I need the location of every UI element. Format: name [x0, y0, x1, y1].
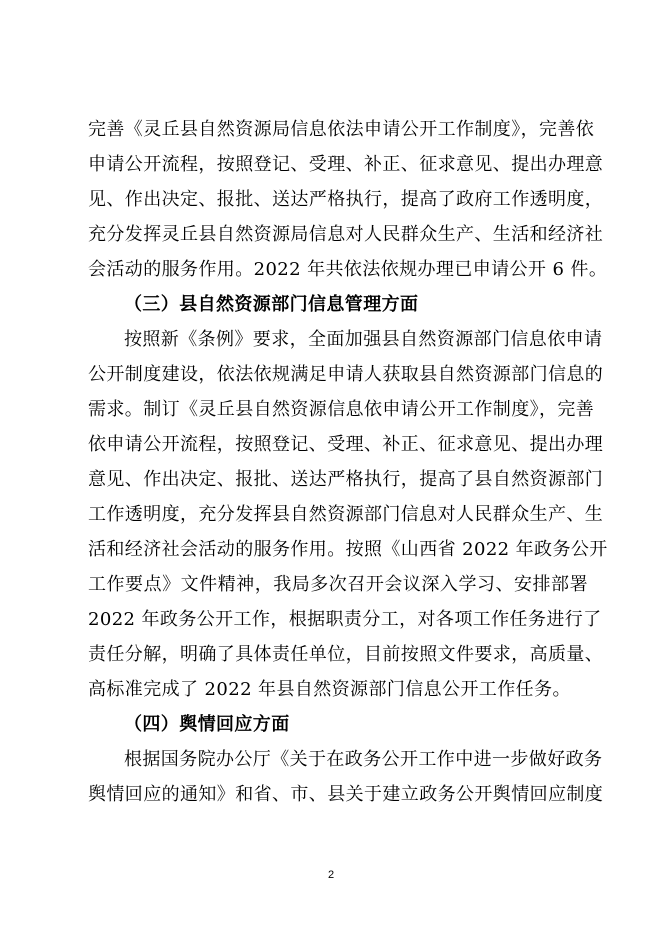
paragraph-line: 见、作出决定、报批、送达严格执行，提高了政府工作透明度， — [88, 189, 604, 210]
section-heading-3: （三）县自然资源部门信息管理方面 — [124, 294, 419, 315]
paragraph-line: 责任分解，明确了具体责任单位，目前按照文件要求，高质量、 — [88, 644, 604, 665]
paragraph-line: 充分发挥灵丘县自然资源局信息对人民群众生产、生活和经济社 — [88, 224, 604, 245]
paragraph-line: 2022 年政务公开工作，根据职责分工，对各项工作任务进行了 — [88, 609, 602, 630]
section-heading-4: （四）舆情回应方面 — [124, 714, 290, 735]
paragraph-line: 公开制度建设，依法依规满足申请人获取县自然资源部门信息的 — [88, 364, 604, 385]
paragraph-line: 舆情回应的通知》和省、市、县关于建立政务公开舆情回应制度 — [88, 784, 604, 805]
paragraph-line: 高标准完成了 2022 年县自然资源部门信息公开工作任务。 — [88, 679, 571, 700]
paragraph-line: 按照新《条例》要求，全面加强县自然资源部门信息依申请 — [124, 329, 603, 350]
paragraph-line: 申请公开流程，按照登记、受理、补正、征求意见、提出办理意 — [88, 154, 604, 175]
paragraph-line: 会活动的服务作用。2022 年共依法依规办理已申请公开 6 件。 — [88, 259, 608, 280]
page-number: 2 — [327, 869, 335, 881]
paragraph-line: 依申请公开流程，按照登记、受理、补正、征求意见、提出办理 — [88, 434, 604, 455]
paragraph-line: 需求。制订《灵丘县自然资源信息依申请公开工作制度》，完善 — [88, 399, 595, 420]
paragraph-line: 工作要点》文件精神，我局多次召开会议深入学习、安排部署 — [88, 574, 588, 595]
paragraph-line: 活和经济社会活动的服务作用。按照《山西省 2022 年政务公开 — [88, 539, 608, 560]
paragraph-line: 意见、作出决定、报批、送达严格执行，提高了县自然资源部门 — [88, 469, 604, 490]
paragraph-line: 完善《灵丘县自然资源局信息依法申请公开工作制度》，完善依 — [88, 119, 595, 140]
paragraph-line: 工作透明度，充分发挥县自然资源部门信息对人民群众生产、生 — [88, 504, 604, 525]
paragraph-line: 根据国务院办公厅《关于在政务公开工作中进一步做好政务 — [124, 749, 603, 770]
